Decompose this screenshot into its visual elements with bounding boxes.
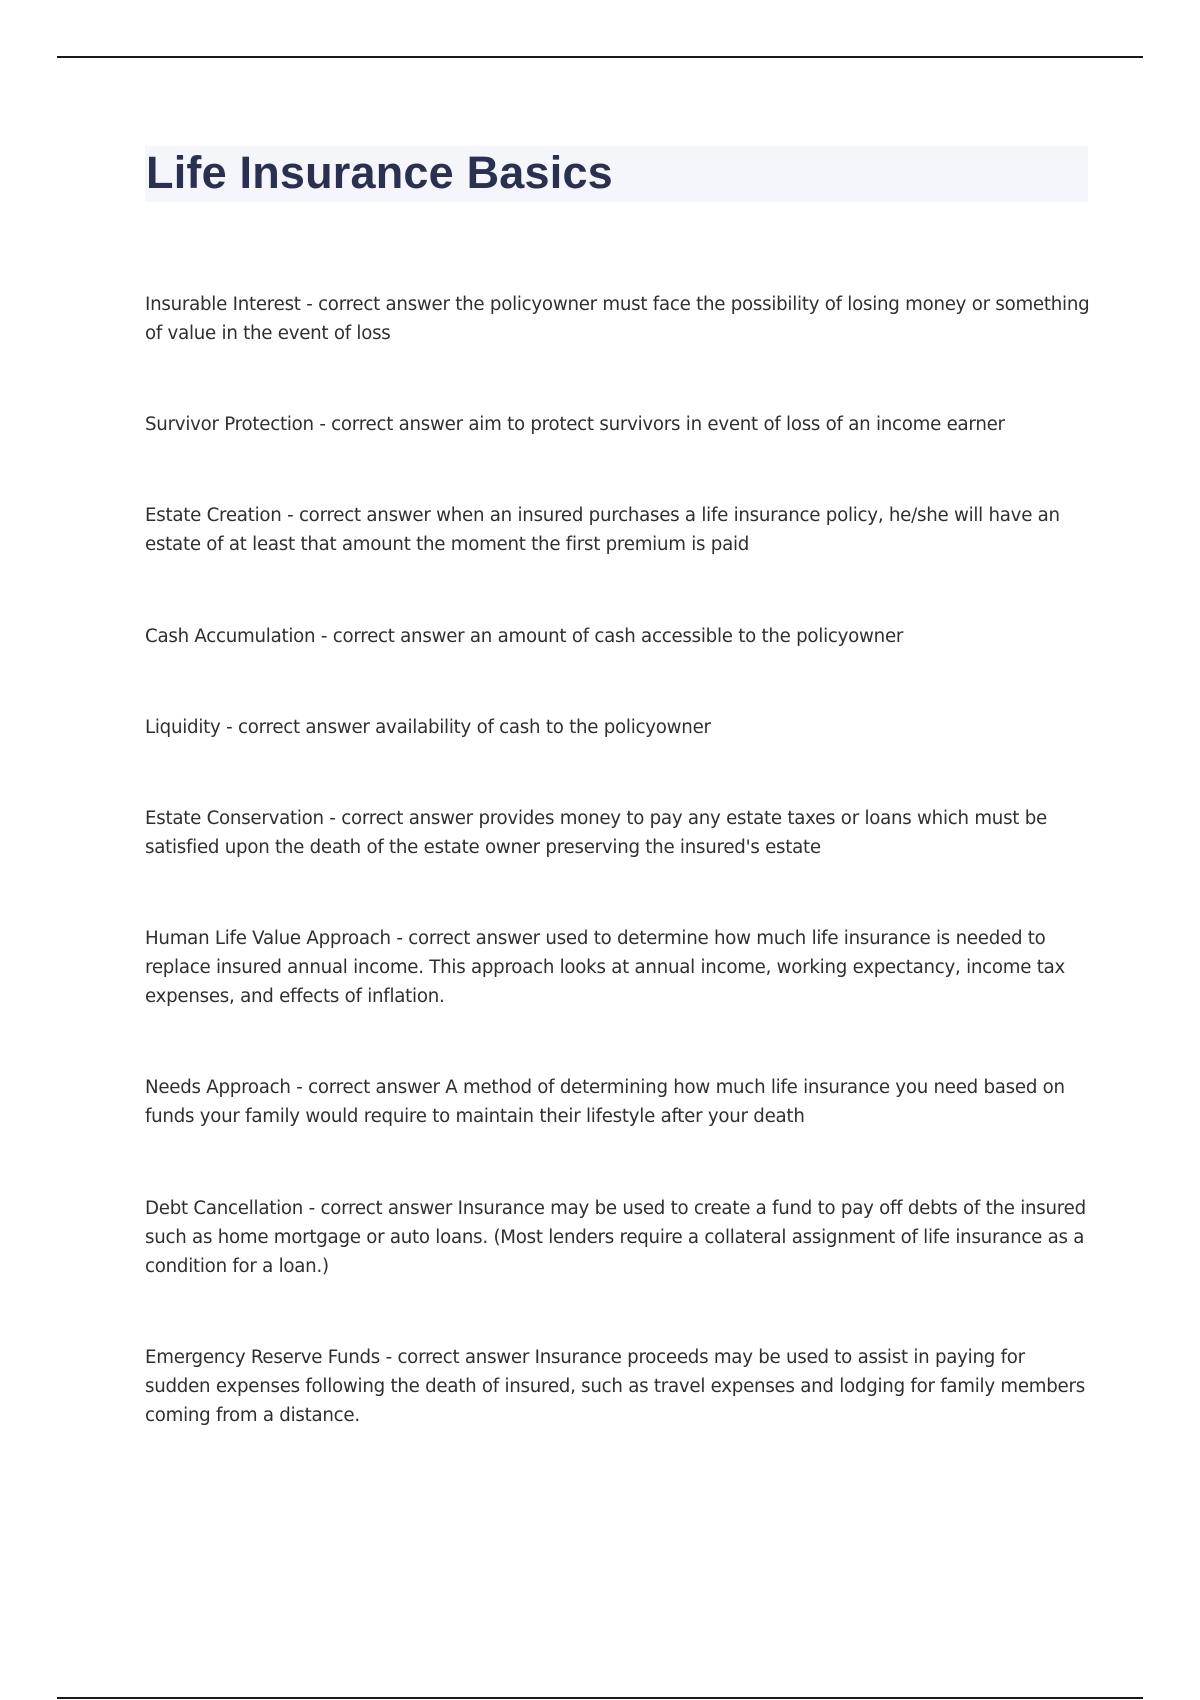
answer-marker: correct answer	[318, 294, 450, 315]
answer-marker: correct answer	[237, 717, 370, 738]
entry-definition: the policyowner must face the possibility of losing money or something of value in the event of loss	[145, 294, 1090, 344]
page-title: Life Insurance Basics	[146, 147, 613, 198]
entry-definition: provides money to pay any estate taxes or loans which must be satisfied upon the death of the estate owner preserving the insured's estate	[145, 808, 1047, 858]
entry-cash-accumulation	[145, 622, 1095, 651]
top-rule	[57, 56, 1143, 58]
answer-marker: correct answer	[320, 1198, 453, 1219]
entry-definition: when an insured purchases a life insurance policy, he/she will have an estate of at least that amount the moment the first premium is paid	[145, 505, 1060, 555]
entry-term: Human Life Value Approach -	[145, 928, 408, 949]
entry-term: Liquidity -	[145, 717, 238, 738]
entry-term: Insurable Interest -	[145, 294, 318, 315]
entry-definition: A method of determining how much life insurance you need based on funds your family would require to maintain their lifestyle after your death	[145, 1077, 1065, 1127]
entry-debt-cancellation	[145, 1194, 1095, 1281]
entry-estate-conservation	[145, 804, 1095, 862]
entry-estate-creation	[145, 501, 1095, 559]
answer-marker: correct answer	[397, 1347, 530, 1368]
entry-definition: Insurance proceeds may be used to assist in paying for sudden expenses following the death of insured, such as travel expenses and lodging for family members coming from a distance.	[145, 1347, 1085, 1426]
answer-marker: correct answer	[331, 414, 463, 435]
bottom-rule	[57, 1697, 1143, 1699]
answer-marker: correct answer	[308, 1077, 440, 1098]
entry-definition: availability of cash to the policyowner	[375, 717, 711, 738]
entry-survivor-protection	[145, 410, 1095, 439]
entry-liquidity	[145, 713, 1095, 742]
entry-definition: an amount of cash accessible to the policyowner	[469, 626, 904, 647]
entry-definition: used to determine how much life insurance is needed to replace insured annual income. This approach looks at annual income, working expectancy, income tax expenses, and effects of inflation.	[145, 928, 1066, 1007]
entry-definition: aim to protect survivors in event of loss of an income earner	[468, 414, 1005, 435]
entry-term: Cash Accumulation -	[145, 626, 333, 647]
answer-marker: correct answer	[341, 808, 473, 829]
entry-term: Estate Conservation -	[145, 808, 341, 829]
entry-term: Emergency Reserve Funds -	[145, 1347, 397, 1368]
entry-definition: Insurance may be used to create a fund to pay off debts of the insured such as home mortgage or auto loans. (Most lenders require a collateral assignment of life insurance as a condition for a loan.)	[145, 1198, 1086, 1277]
entry-term: Estate Creation -	[145, 505, 299, 526]
entry-emergency-reserve-funds	[145, 1343, 1095, 1430]
answer-marker: correct answer	[408, 928, 540, 949]
entry-needs-approach	[145, 1073, 1095, 1131]
entry-term: Survivor Protection -	[145, 414, 331, 435]
entry-term: Debt Cancellation -	[145, 1198, 320, 1219]
entry-insurable-interest	[145, 290, 1095, 348]
answer-marker: correct answer	[298, 505, 431, 526]
answer-marker: correct answer	[332, 626, 465, 647]
entry-term: Needs Approach -	[145, 1077, 308, 1098]
entry-human-life-value-approach	[145, 924, 1095, 1011]
